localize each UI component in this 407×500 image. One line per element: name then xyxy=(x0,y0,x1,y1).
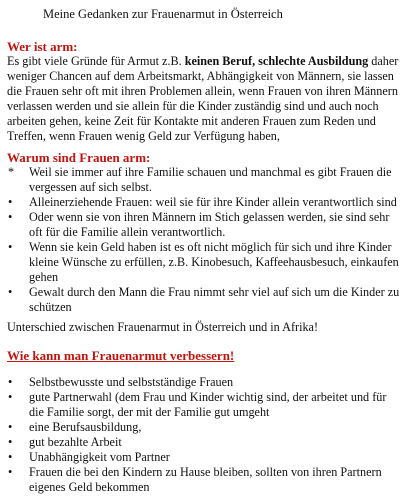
bullet-marker: • xyxy=(8,420,13,434)
list-item-text: Gewalt durch den Mann die Frau nimmt sehr viel auf sich um die Kinder zu schützen xyxy=(29,285,400,314)
list-item-text: Oder wenn sie von ihren Männern im Stich gelassen werden, sie sind sehr oft für die Familie allein verantwortlich. xyxy=(29,210,390,239)
document-title: Meine Gedanken zur Frauenarmut in Österreich xyxy=(43,7,283,21)
list-item-text: Selbstbewusste und selbstständige Frauen xyxy=(29,375,234,389)
paragraph-reasons-bold: keinen Beruf, schlechte Ausbildung xyxy=(184,54,369,68)
list-item-text: Unabhängigkeit vom Partner xyxy=(29,450,170,464)
paragraph-reasons-end: daher weniger Chancen auf dem Arbeitsmarkt, Abhängigkeit von Männern, sie lassen die Frauen sehr oft mit ihren Problemen allein, wenn Frauen von ihren Männern verlassen werden und sie allein für die Kinder zuständig sind und auch noch arbeiten gehen, keine Zeit für Kontakte mit anderen Frauen zum Reden und Treffen, wenn Frauen wenig Geld zur Verfügung haben, xyxy=(7,54,399,143)
list-item-text: gute Partnerwahl (dem Frau und Kinder wichtig sind, der arbeitet und für die Familie sorgt, der mit der Familie gut umgeht xyxy=(29,390,387,419)
bullet-marker: • xyxy=(8,195,13,209)
list-item xyxy=(7,195,402,210)
list-item xyxy=(7,240,402,285)
list-item xyxy=(7,285,402,315)
bullet-marker: • xyxy=(8,390,13,404)
list-item-text: gut bezahlte Arbeit xyxy=(29,435,122,449)
list-item xyxy=(7,450,402,465)
list-item xyxy=(7,210,402,240)
section-warum-arm xyxy=(7,150,402,315)
bullet-marker: • xyxy=(8,375,13,389)
bullet-marker: • xyxy=(8,285,13,299)
list-item xyxy=(7,165,402,195)
paragraph-reasons-start: Es gibt viele Gründe für Armut z.B. xyxy=(7,54,185,68)
list-item-text: Wenn sie kein Geld haben ist es oft nicht möglich für sich und ihre Kinder kleine Wünsche zu erfüllen, z.B. Kinobesuch, Kaffeehausbesuch, einkaufen gehen xyxy=(29,240,399,284)
list-item xyxy=(7,375,402,390)
list-item xyxy=(7,390,402,420)
difference-line: Unterschied zwischen Frauenarmut in Österreich und in Afrika! xyxy=(7,320,319,334)
heading-warum-arm: Warum sind Frauen arm: xyxy=(7,150,151,165)
bullet-marker: • xyxy=(8,435,13,449)
section-wer-ist-arm xyxy=(7,39,402,144)
list-item xyxy=(7,420,402,435)
list-item-text: Weil sie immer auf ihre Familie schauen und manchmal es gibt Frauen die vergessen auf sich selbst. xyxy=(29,165,392,194)
section-verbessern xyxy=(7,348,402,495)
list-item xyxy=(7,465,402,495)
list-item-text: eine Berufsausbildung, xyxy=(29,420,142,434)
bullet-marker: • xyxy=(8,450,13,464)
bullet-marker: * xyxy=(8,165,15,179)
list-item xyxy=(7,435,402,450)
list-verbessern xyxy=(7,375,402,495)
bullet-marker: • xyxy=(8,240,13,254)
bullet-marker: • xyxy=(8,210,13,224)
heading-wer-ist-arm: Wer ist arm: xyxy=(7,39,78,54)
heading-verbessern: Wie kann man Frauenarmut verbessern! xyxy=(7,348,235,363)
list-warum-arm xyxy=(7,165,402,315)
paragraph-reasons xyxy=(7,54,402,144)
list-item-text: Alleinerziehende Frauen: weil sie für ihre Kinder allein verantwortlich sind xyxy=(29,195,397,209)
list-item-text: Frauen die bei den Kindern zu Hause bleiben, sollten von ihren Partnern eigenes Geld bekommen xyxy=(29,465,382,494)
bullet-marker: • xyxy=(8,465,13,479)
